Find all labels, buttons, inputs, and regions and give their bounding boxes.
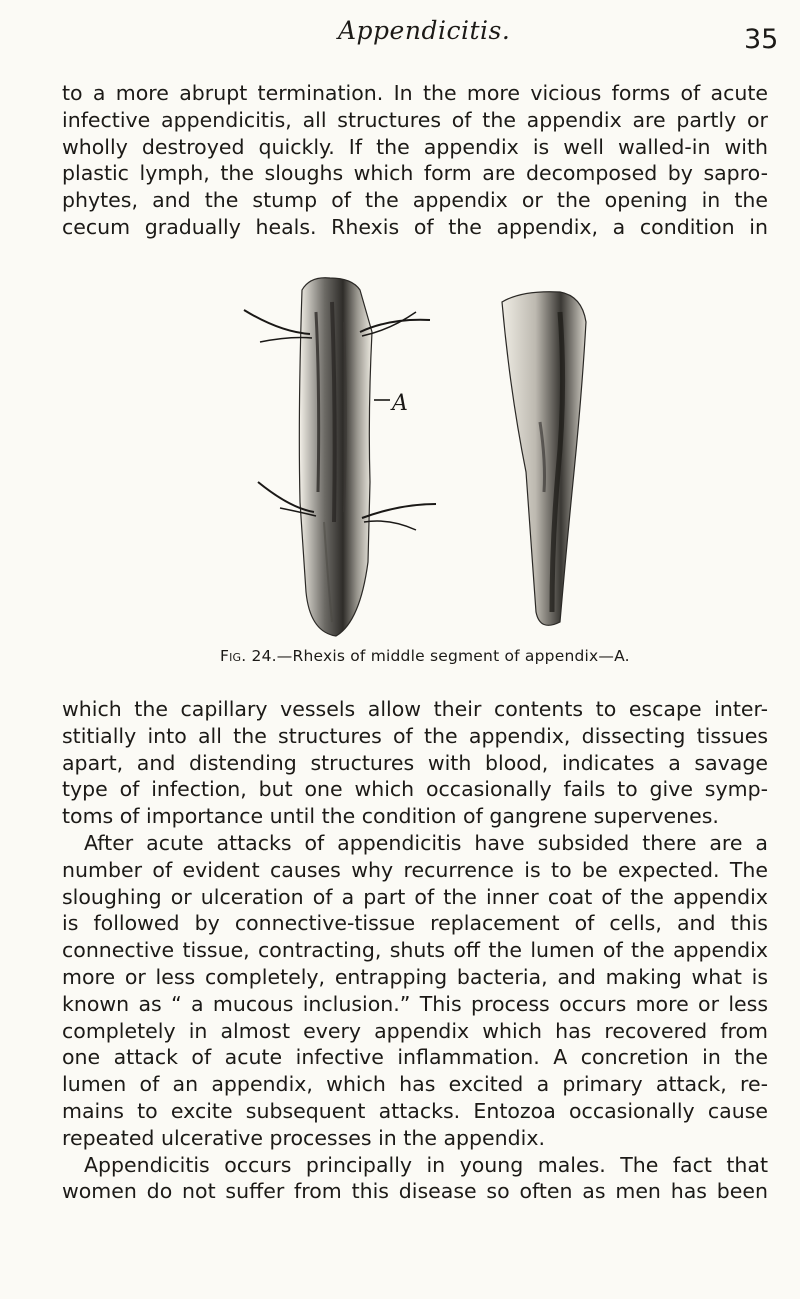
text-line: cecum gradually heals. Rhexis of the appendix, a condition in [62, 214, 768, 239]
text-line: plastic lymph, the sloughs which form are decomposed by sapro- [62, 161, 768, 186]
text-line: infective appendicitis, all structures of the appendix are partly or [62, 107, 768, 132]
figure-caption-text: —Rhexis of middle segment of appendix—A. [276, 647, 630, 665]
paragraph-top [62, 80, 768, 241]
figure-label-a: A [392, 391, 408, 416]
text-line: After acute attacks of appendicitis have subsided there are a [84, 830, 768, 855]
text-line: stitially into all the structures of the appendix, dissecting tissues [62, 723, 768, 748]
text-line: to a more abrupt termination. In the more vicious forms of acute [62, 81, 768, 105]
paragraph-bottom [62, 696, 768, 1205]
text-line: phytes, and the stump of the appendix or the opening in the [62, 188, 768, 213]
text-line: women do not suffer from this disease so often as men has been [62, 1179, 768, 1204]
left-specimen [244, 278, 436, 636]
figure-caption [220, 647, 680, 665]
text-line: type of infection, but one which occasionally fails to give symp- [62, 777, 768, 802]
figure-24 [240, 272, 620, 644]
text-line: which the capillary vessels allow their contents to escape inter- [62, 697, 768, 721]
figure-caption-label: Fig. 24. [220, 647, 277, 665]
text-line: repeated ulcerative processes in the appendix. [62, 1125, 546, 1150]
text-line: one attack of acute infective inflammation. A concretion in the [62, 1045, 768, 1070]
text-line: known as “ a mucous inclusion.” This process occurs more or less [62, 991, 768, 1016]
text-line: lumen of an appendix, which has excited a primary attack, re- [62, 1072, 768, 1097]
page-header [0, 14, 800, 54]
text-line: toms of importance until the condition of gangrene supervenes. [62, 804, 719, 829]
running-title: Appendicitis. [338, 16, 511, 45]
right-specimen [502, 292, 586, 626]
text-line: Appendicitis occurs principally in young males. The fact that [84, 1152, 768, 1177]
text-line: sloughing or ulceration of a part of the inner coat of the appendix [62, 884, 768, 909]
page-number: 35 [744, 24, 779, 55]
text-line: number of evident causes why recurrence is to be expected. The [62, 857, 768, 882]
text-line: connective tissue, contracting, shuts off the lumen of the appendix [62, 938, 768, 963]
text-line: more or less completely, entrapping bacteria, and making what is [62, 964, 768, 989]
text-line: is followed by connective-tissue replacement of cells, and this [62, 911, 768, 936]
appendix-illustration [240, 272, 620, 644]
text-line: mains to excite subsequent attacks. Entozoa occasionally cause [62, 1098, 768, 1123]
text-line: completely in almost every appendix which has recovered from [62, 1018, 768, 1043]
text-line: wholly destroyed quickly. If the appendix is well walled-in with [62, 134, 768, 159]
text-line: apart, and distending structures with blood, indicates a savage [62, 750, 768, 775]
